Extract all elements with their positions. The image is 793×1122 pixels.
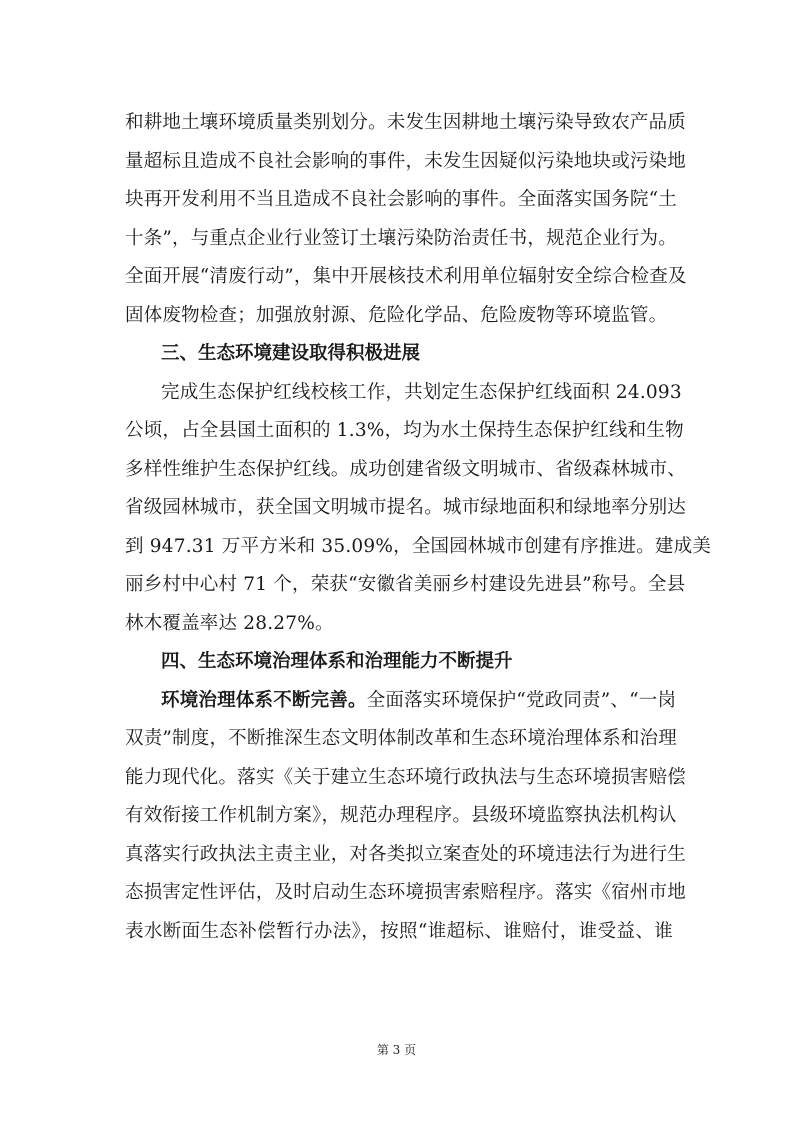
- text-line: 有效衔接工作机制方案》，规范办理程序。县级环境监察执法机构认: [125, 805, 677, 826]
- document-body: [125, 104, 712, 951]
- section-heading-4: 四、生态环境治理体系和治理能力不断提升: [161, 651, 513, 672]
- text-line: 能力现代化。落实《关于建立生态环境行政执法与生态环境损害赔偿: [125, 766, 687, 788]
- text-line: 公顷，占全县国土面积的 1.3%，均为水土保持生态保护红线和生物: [125, 420, 684, 441]
- text-line: 表水断面生态补偿暂行办法》，按照“谁超标、谁赔付，谁受益、谁: [125, 920, 673, 942]
- text-line: 固体废物检查；加强放射源、危险化学品、危险废物等环境监管。: [125, 304, 668, 326]
- text-line: 省级园林城市，获全国文明城市提名。城市绿地面积和绿地率分别达: [125, 497, 687, 518]
- text-line: 块再开发利用不当且造成不良社会影响的事件。全面落实国务院“土: [125, 189, 677, 210]
- text-run: 全面落实环境保护“党政同责”、“一岗: [366, 689, 677, 711]
- paragraph-section-3: [125, 374, 712, 644]
- text-line: 量超标且造成不良社会影响的事件，未发生因疑似污染地块或污染地: [125, 150, 687, 172]
- text-line: 双责”制度，不断推深生态文明体制改革和生态环境治理体系和治理: [125, 728, 677, 749]
- text-line: 丽乡村中心村 71 个，荣获“安徽省美丽乡村建设先进县”称号。全县: [125, 574, 686, 595]
- text-line: 林木覆盖率达 28.27%。: [125, 612, 334, 634]
- bold-lead-phrase: 环境治理体系不断完善。: [161, 689, 367, 711]
- text-line: 到 947.31 万平方米和 35.09%，全国园林城市创建有序推进。建成美: [125, 535, 712, 557]
- text-line: 全面开展“清废行动”，集中开展核技术利用单位辐射安全综合检查及: [125, 266, 687, 287]
- section-heading-3: 三、生态环境建设取得积极进展: [161, 343, 421, 364]
- text-line: 真落实行政执法主责主业，对各类拟立案查处的环境违法行为进行生: [125, 843, 687, 865]
- page-number: 第 3 页: [376, 1043, 417, 1057]
- text-line: 多样性维护生态保护红线。成功创建省级文明城市、省级森林城市、: [125, 458, 687, 480]
- text-line: 和耕地土壤环境质量类别划分。未发生因耕地土壤污染导致农产品质: [125, 112, 687, 133]
- text-line: 态损害定性评估，及时启动生态环境损害索赔程序。落实《宿州市地: [125, 882, 687, 903]
- text-line: [125, 682, 677, 721]
- paragraph-continuation: [125, 104, 687, 335]
- paragraph-section-4: [125, 682, 687, 952]
- text-line: 十条”，与重点企业行业签订土壤污染防治责任书，规范企业行为。: [125, 227, 677, 249]
- text-line: 完成生态保护红线校核工作，共划定生态保护红线面积 24.093: [161, 381, 682, 403]
